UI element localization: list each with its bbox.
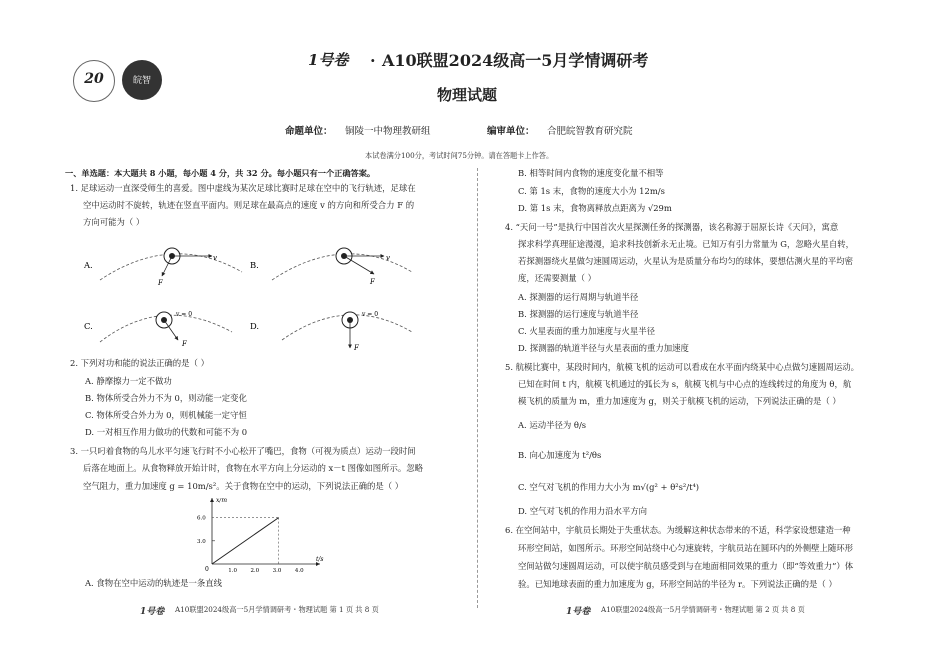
q4-line-4: 度，还需要测量（ ） <box>518 273 597 283</box>
brand-mark: 1号卷 <box>308 51 349 69</box>
exam-note: 本试卷满分100分，考试时间75分钟。请在答题卡上作答。 <box>365 151 554 160</box>
q5-option-c: C. 空气对飞机的作用力大小为 m√(g² + θ²s²/t⁴) <box>518 482 700 492</box>
option-b-label: B. <box>250 260 259 270</box>
footer-left: A10联盟2024级高一5月学情调研考・物理试题 第 1 页 共 8 页 <box>175 605 379 614</box>
editor-label: 编审单位： <box>487 126 535 137</box>
figure-a <box>100 248 242 287</box>
figure-b <box>272 248 412 286</box>
q4-line-2: 探求科学真理征途漫漫，追求科技创新永无止境。已知万有引力常量为 G，忽略火星自转， <box>518 239 854 249</box>
q4-line-3: 若探测器绕火星做匀速圆周运动，火星认为是质量分布均匀的球体，要想估测火星的平均密 <box>518 256 853 266</box>
q3-option-c: C. 第 1s 末，食物的速度大小为 12m/s <box>518 186 665 196</box>
q5-option-d: D. 空气对飞机的作用力沿水平方向 <box>518 506 647 516</box>
y-axis-arrow <box>210 498 214 502</box>
q6-line-1: 6. 在空间站中，宇航员长期处于失重状态。为缓解这种状态带来的不适，科学家设想建造一种 <box>505 525 851 535</box>
q4-option-d: D. 探测器的轨道半径与火星表面的重力加速度 <box>518 343 689 353</box>
q2-option-c: C. 物体所受合外力为 0，则机械能一定守恒 <box>85 410 247 420</box>
y-axis-label: x/m <box>216 498 228 504</box>
q1-figures <box>82 232 412 362</box>
q2-stem: 2. 下列对功和能的说法正确的是（ ） <box>70 358 209 368</box>
editor-name: 合肥皖智教育研究院 <box>547 126 633 137</box>
force-label-b: F <box>370 278 375 286</box>
q2-option-d: D. 一对相互作用力做功的代数和可能不为 0 <box>85 427 248 437</box>
force-label-d: F <box>354 344 359 352</box>
q3-line-2: 后落在地面上。从食物释放开始计时，食物在水平方向上分运动的 x－t 图像如图所示。忽略 <box>83 463 424 473</box>
section-heading: 一、单选题：本大题共 8 小题，每小题 4 分，共 32 分。每小题只有一个正确答案。 <box>65 168 376 178</box>
alliance-logo-text: 20 <box>84 71 104 87</box>
q1-line-2: 空中运动时不旋转，轨迹在竖直平面内。则足球在最高点的速度 v 的方向和所受合力 F 的 <box>83 200 415 210</box>
figure-d <box>282 311 412 352</box>
x-tick-label: 3.0 <box>272 568 282 574</box>
footer-right: A10联盟2024级高一5月学情调研考・物理试题 第 2 页 共 8 页 <box>601 605 805 614</box>
q5-option-b: B. 向心加速度为 t²/θs <box>518 450 602 460</box>
option-c-label: C. <box>84 321 93 331</box>
alliance-logo <box>73 60 115 102</box>
force-label-c: F <box>182 340 187 348</box>
data-line <box>212 518 279 564</box>
x-axis-label: t/s <box>316 556 324 563</box>
y-tick-label: 3.0 <box>197 538 206 545</box>
org-name: 铜陵一中物理教研组 <box>345 126 431 137</box>
footer-right-brand: 1号卷 <box>566 607 591 617</box>
q3-option-b: B. 相等时间内食物的速度变化量不相等 <box>518 168 664 178</box>
velocity-zero-label-d: v = 0 <box>362 311 379 318</box>
q1-line-3: 方向可能为（ ） <box>83 217 145 227</box>
q6-line-3: 空间站做匀速圆周运动，可以使宇航员感受到与在地面相同效果的重力（即“等效重力”）体 <box>518 561 854 571</box>
footer-left-brand: 1号卷 <box>140 607 165 617</box>
q3-line-1: 3. 一只叼着食物的鸟儿水平匀速飞行时不小心松开了嘴巴，食物（可视为质点）运动一段时间 <box>70 446 416 456</box>
q5-option-a: A. 运动半径为 θ/s <box>518 420 587 430</box>
q4-line-1: 4. “天问一号”是执行中国首次火星探测任务的探测器，该名称源于屈原长诗《天问》，寓意 <box>505 222 839 232</box>
x-tick-label: 2.0 <box>250 568 260 574</box>
q4-option-b: B. 探测器的运行速度与轨道半径 <box>518 309 639 319</box>
q5-line-1: 5. 航模比赛中，某段时间内，航模飞机的运动可以看成在水平面内绕某中心点做匀速圆周运动。 <box>505 362 860 372</box>
x-tick-label: 1.0 <box>228 568 237 574</box>
education-logo-text: 皖智 <box>132 76 151 86</box>
q4-option-c: C. 火星表面的重力加速度与火星半径 <box>518 326 656 336</box>
velocity-label-a: v <box>213 254 217 262</box>
q1-line-1: 1. 足球运动一直深受师生的喜爱。图中虚线为某次足球比赛时足球在空中的飞行轨迹，足球在 <box>70 183 416 193</box>
education-logo <box>122 60 162 100</box>
q5-line-3: 模飞机的质量为 m，重力加速度为 g，则关于航模飞机的运动，下列说法正确的是（ ） <box>518 396 841 406</box>
q6-line-2: 环形空间站，如图所示。环形空间站绕中心匀速旋转，宇航员站在圆环内的外侧壁上随环形 <box>518 543 853 553</box>
xt-chart <box>190 498 330 576</box>
velocity-label-b: v <box>386 254 390 262</box>
q3-option-d: D. 第 1s 末，食物离释放点距离为 √29m <box>518 203 672 213</box>
q3-option-a: A. 食物在空中运动的轨迹是一条直线 <box>85 578 222 588</box>
title-separator: · <box>370 51 376 70</box>
q6-line-4: 验。已知地球表面的重力加速度为 g，环形空间站的半径为 r。下列说法正确的是（ ） <box>518 579 837 589</box>
q3-line-3: 空气阻力，重力加速度 g = 10m/s²。关于食物在空中的运动，下列说法正确的是（ ） <box>83 481 404 491</box>
x-tick-label: 4.0 <box>294 568 304 574</box>
figure-c <box>100 311 232 348</box>
page-title: A10联盟2024级高一5月学情调研考 <box>382 51 649 70</box>
q2-option-a: A. 静摩擦力一定不做功 <box>85 376 172 386</box>
q5-line-2: 已知在时间 t 内，航模飞机通过的弧长为 s，航模飞机与中心点的连线转过的角度为 θ，航 <box>518 379 852 389</box>
option-a-label: A. <box>84 260 93 270</box>
force-label-a: F <box>158 279 163 287</box>
q2-option-b: B. 物体所受合外力不为 0，则动能一定变化 <box>85 393 247 403</box>
subject-title: 物理试题 <box>437 86 498 104</box>
velocity-zero-label-c: v = 0 <box>176 311 193 318</box>
org-label: 命题单位： <box>285 126 333 137</box>
column-divider <box>477 168 478 608</box>
origin-label: 0 <box>205 566 209 573</box>
q4-option-a: A. 探测器的运行周期与轨道半径 <box>518 292 639 302</box>
y-tick-label: 6.0 <box>197 515 206 522</box>
option-d-label: D. <box>250 321 260 331</box>
